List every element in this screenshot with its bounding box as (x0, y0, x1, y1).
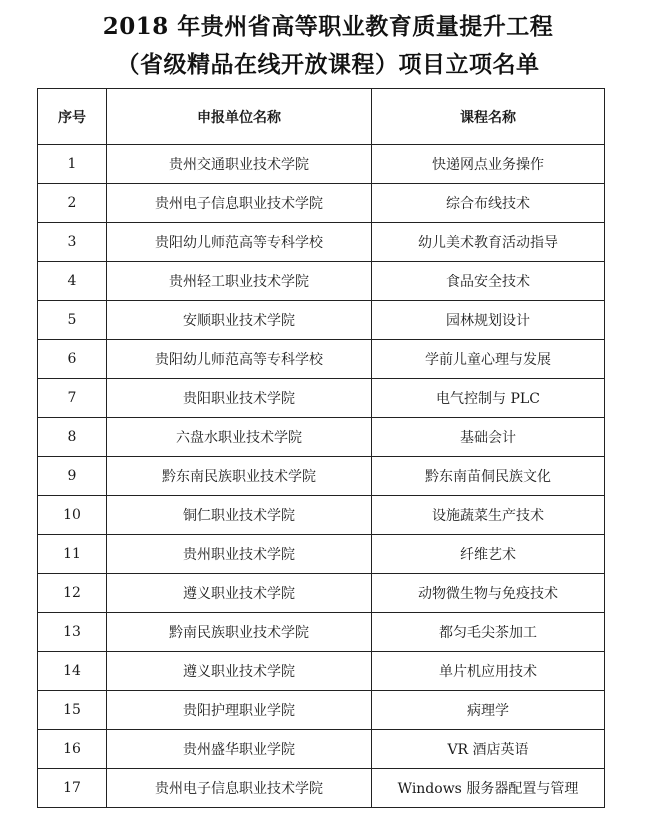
row-unit-cell: 贵阳幼儿师范高等专科学校 (107, 223, 372, 262)
row-no-cell: 9 (38, 457, 107, 496)
row-no-cell: 10 (38, 496, 107, 535)
row-no-cell: 17 (38, 769, 107, 808)
row-course-cell: 基础会计 (372, 418, 605, 457)
row-course-cell: Windows 服务器配置与管理 (372, 769, 605, 808)
row-no-cell: 7 (38, 379, 107, 418)
table-row (38, 535, 605, 574)
row-unit-cell: 黔东南民族职业技术学院 (107, 457, 372, 496)
row-unit-cell: 贵阳职业技术学院 (107, 379, 372, 418)
table-header-row (38, 89, 605, 145)
row-course-cell: 综合布线技术 (372, 184, 605, 223)
row-course-cell: 快递网点业务操作 (372, 145, 605, 184)
row-unit-cell: 贵阳护理职业学院 (107, 691, 372, 730)
table-row (38, 340, 605, 379)
document-title-line-1: 2018 年贵州省高等职业教育质量提升工程 (102, 13, 554, 40)
row-course-cell: 纤维艺术 (372, 535, 605, 574)
row-no-cell: 16 (38, 730, 107, 769)
row-unit-cell: 遵义职业技术学院 (107, 652, 372, 691)
row-no-cell: 1 (38, 145, 107, 184)
row-unit-cell: 贵州电子信息职业技术学院 (107, 769, 372, 808)
document-title-line-2: （省级精品在线开放课程）项目立项名单 (116, 51, 540, 78)
table-row (38, 613, 605, 652)
table-row (38, 379, 605, 418)
row-no-cell: 13 (38, 613, 107, 652)
row-unit-cell: 贵州交通职业技术学院 (107, 145, 372, 184)
row-course-cell: 幼儿美术教育活动指导 (372, 223, 605, 262)
row-unit-cell: 黔南民族职业技术学院 (107, 613, 372, 652)
row-unit-cell: 贵阳幼儿师范高等专科学校 (107, 340, 372, 379)
header-no: 序号 (38, 89, 107, 145)
row-no-cell: 12 (38, 574, 107, 613)
row-unit-cell: 贵州电子信息职业技术学院 (107, 184, 372, 223)
table-row (38, 769, 605, 808)
row-no-cell: 5 (38, 301, 107, 340)
row-no-cell: 6 (38, 340, 107, 379)
table-row (38, 691, 605, 730)
row-no-cell: 3 (38, 223, 107, 262)
row-unit-cell: 贵州盛华职业学院 (107, 730, 372, 769)
row-no-cell: 8 (38, 418, 107, 457)
row-unit-cell: 遵义职业技术学院 (107, 574, 372, 613)
row-course-cell: 病理学 (372, 691, 605, 730)
header-course: 课程名称 (372, 89, 605, 145)
row-unit-cell: 贵州轻工职业技术学院 (107, 262, 372, 301)
row-unit-cell: 铜仁职业技术学院 (107, 496, 372, 535)
row-course-cell: 电气控制与 PLC (372, 379, 605, 418)
table-body (38, 145, 605, 808)
row-course-cell: 学前儿童心理与发展 (372, 340, 605, 379)
header-unit: 申报单位名称 (107, 89, 372, 145)
row-course-cell: 园林规划设计 (372, 301, 605, 340)
row-course-cell: VR 酒店英语 (372, 730, 605, 769)
table-row (38, 418, 605, 457)
table-row (38, 457, 605, 496)
row-no-cell: 15 (38, 691, 107, 730)
table-row (38, 145, 605, 184)
row-unit-cell: 安顺职业技术学院 (107, 301, 372, 340)
row-unit-cell: 六盘水职业技术学院 (107, 418, 372, 457)
table-row (38, 301, 605, 340)
row-course-cell: 黔东南苗侗民族文化 (372, 457, 605, 496)
table-row (38, 574, 605, 613)
table-row (38, 262, 605, 301)
row-course-cell: 设施蔬菜生产技术 (372, 496, 605, 535)
project-table (37, 88, 605, 808)
row-course-cell: 动物微生物与免疫技术 (372, 574, 605, 613)
table-row (38, 223, 605, 262)
row-course-cell: 单片机应用技术 (372, 652, 605, 691)
row-course-cell: 食品安全技术 (372, 262, 605, 301)
table-row (38, 730, 605, 769)
row-no-cell: 14 (38, 652, 107, 691)
row-unit-cell: 贵州职业技术学院 (107, 535, 372, 574)
table-row (38, 652, 605, 691)
row-no-cell: 2 (38, 184, 107, 223)
row-no-cell: 11 (38, 535, 107, 574)
row-course-cell: 都匀毛尖茶加工 (372, 613, 605, 652)
table-row (38, 184, 605, 223)
table-row (38, 496, 605, 535)
row-no-cell: 4 (38, 262, 107, 301)
